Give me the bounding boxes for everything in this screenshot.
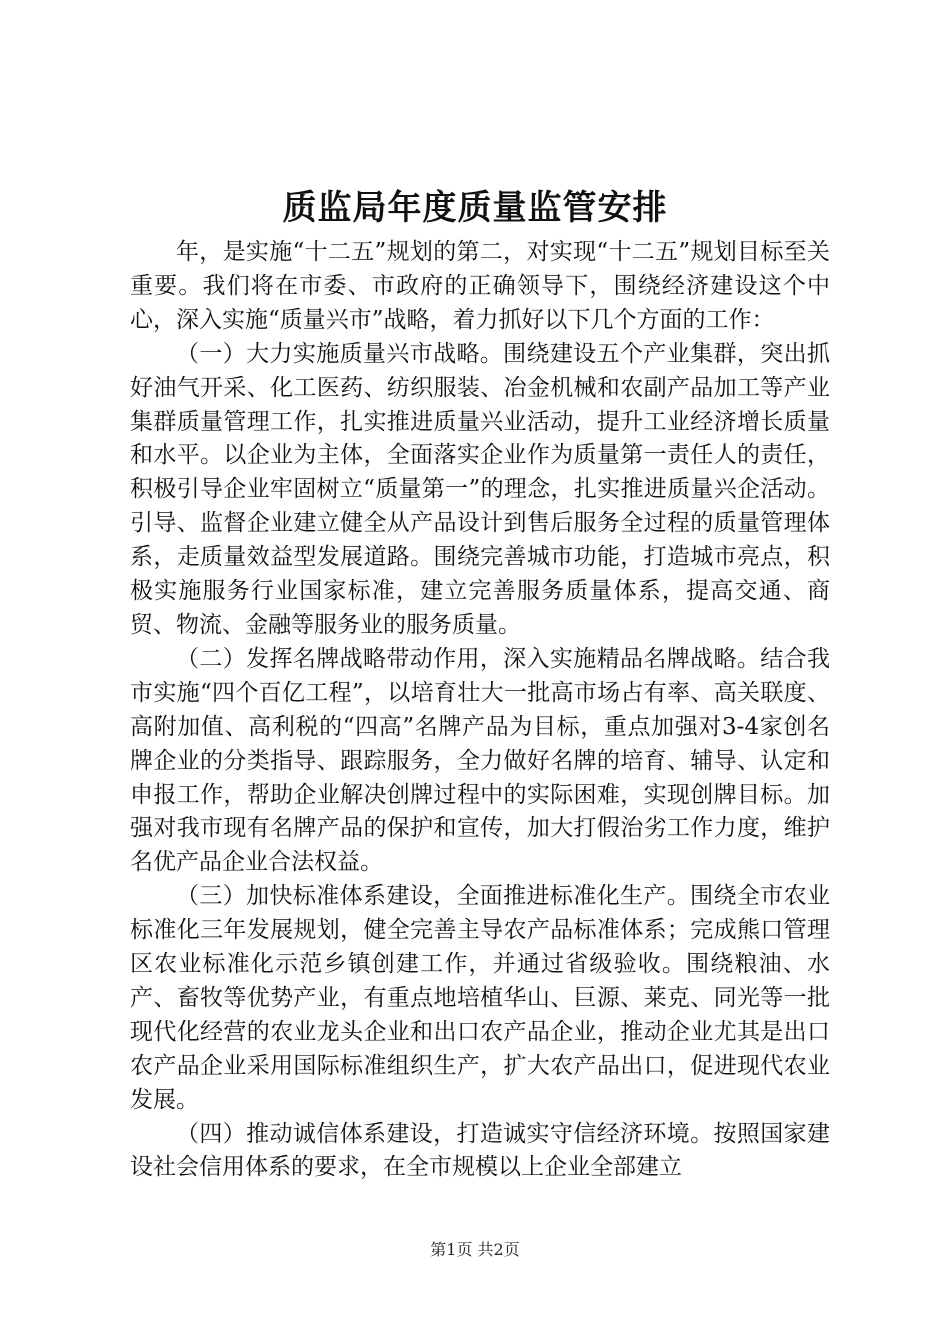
page-number-footer: 第1页 共2页: [430, 1240, 520, 1259]
paragraph-section-1: （一）大力实施质量兴市战略。围绕建设五个产业集群，突出抓好油气开采、化工医药、纺织服装、冶金机械和农副产品加工等产业集群质量管理工作，扎实推进质量兴业活动，提升工业经济增长质量和水平。以企业为主体，全面落实企业作为质量第一责任人的责任，积极引导企业牢固树立“质量第一”的理念，扎实推进质量兴企活动。引导、监督企业建立健全从产品设计到售后服务全过程的质量管理体系，走质量效益型发展道路。围绕完善城市功能，打造城市亮点，积极实施服务行业国家标准，建立完善服务质量体系，提高交通、商贸、物流、金融等服务业的服务质量。: [130, 340, 830, 638]
paragraph-section-4: （四）推动诚信体系建设，打造诚实守信经济环境。按照国家建设社会信用体系的要求，在全市规模以上企业全部建立: [130, 1120, 830, 1181]
document-body: [130, 236, 830, 1185]
paragraph-section-3: （三）加快标准体系建设，全面推进标准化生产。围绕全市农业标准化三年发展规划，健全完善主导农产品标准体系；完成熊口管理区农业标准化示范乡镇创建工作，并通过省级验收。围绕粮油、水产、畜牧等优势产业，有重点地培植华山、巨源、莱克、同光等一批现代化经营的农业龙头企业和出口农产品企业，推动企业尤其是出口农产品企业采用国际标准组织生产，扩大农产品出口，促进现代农业发展。: [130, 883, 830, 1113]
paragraph-intro: 年，是实施“十二五”规划的第二，对实现“十二五”规划目标至关重要。我们将在市委、市政府的正确领导下，围绕经济建设这个中心，深入实施“质量兴市”战略，着力抓好以下几个方面的工作：: [130, 239, 830, 333]
document-title: 质监局年度质量监管安排: [282, 188, 668, 228]
paragraph-section-2: （二）发挥名牌战略带动作用，深入实施精品名牌战略。结合我市实施“四个百亿工程”，以培育壮大一批高市场占有率、高关联度、高附加值、高利税的“四高”名牌产品为目标，重点加强对3-4家创名牌企业的分类指导、跟踪服务，全力做好名牌的培育、辅导、认定和申报工作，帮助企业解决创牌过程中的实际困难，实现创牌目标。加强对我市现有名牌产品的保护和宣传，加大打假治劣工作力度，维护名优产品企业合法权益。: [130, 645, 830, 876]
